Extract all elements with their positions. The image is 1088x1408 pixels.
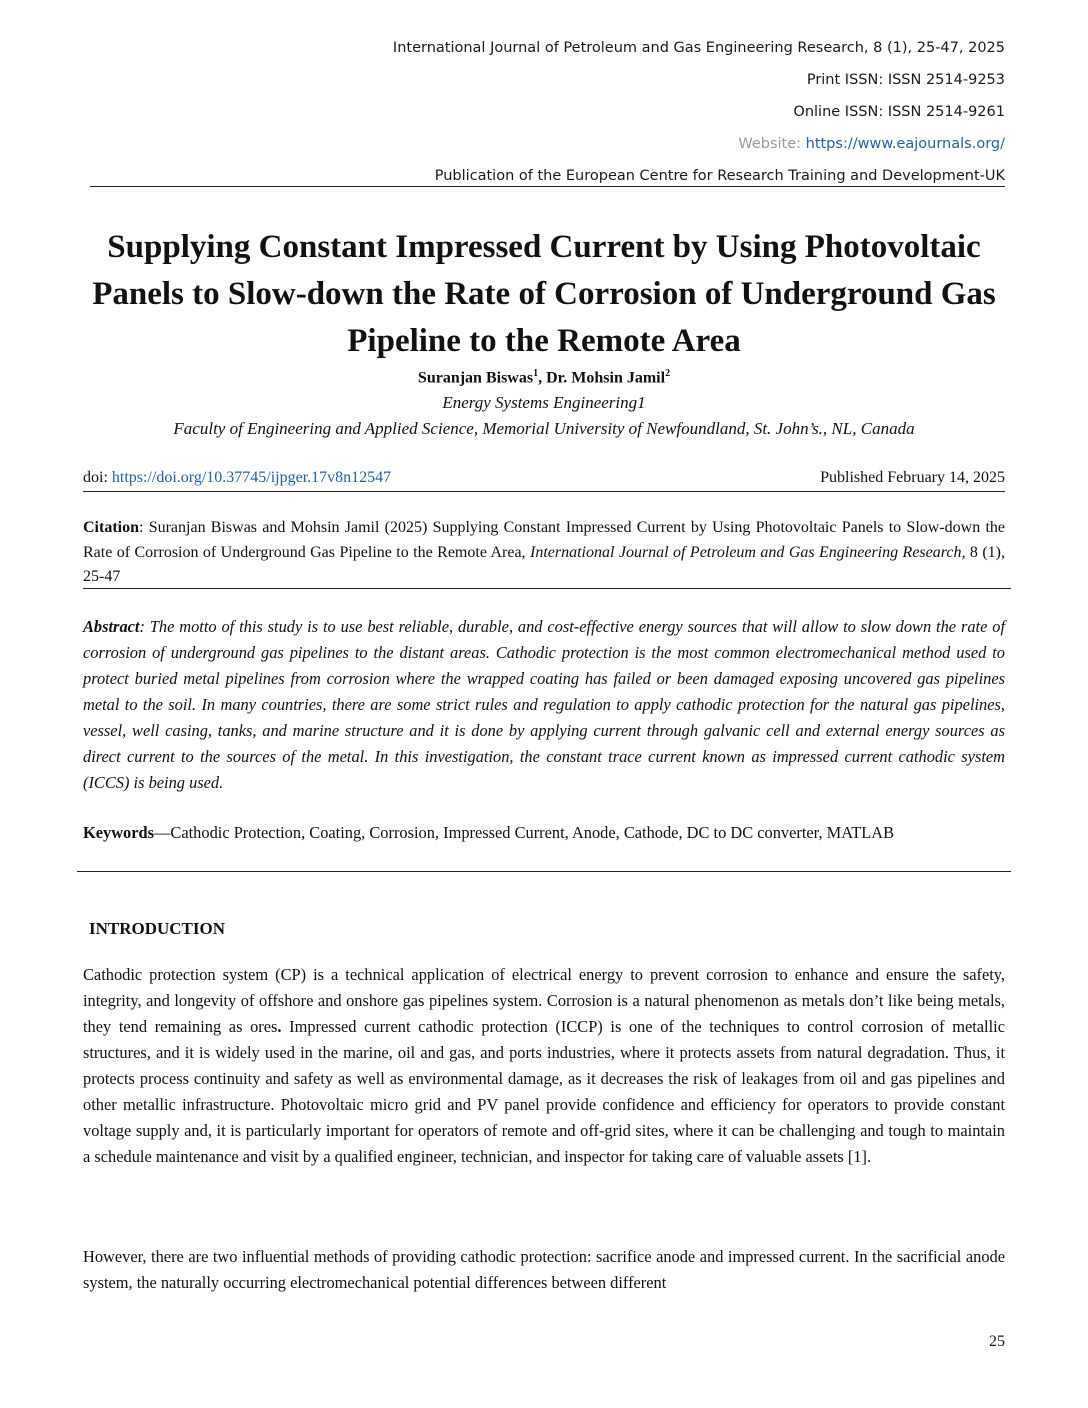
website-link[interactable]: https://www.eajournals.org/ bbox=[805, 136, 1005, 152]
doi bbox=[83, 469, 391, 487]
abstract bbox=[83, 614, 1005, 796]
abstract-label: Abstract bbox=[83, 617, 140, 636]
website-label: Website: bbox=[738, 136, 806, 152]
doi-row bbox=[83, 469, 1005, 492]
introduction-paragraph-1 bbox=[83, 962, 1005, 1170]
keywords-text: —Cathodic Protection, Coating, Corrosion, Impressed Current, Anode, Cathode, DC to DC converter, MATLAB bbox=[154, 823, 895, 842]
paper-title: Supplying Constant Impressed Current by Using Photovoltaic Panels to Slow-down the Rate of Corrosion of Underground Gas Pipeline to the Remote Area bbox=[92, 229, 996, 359]
page-number: 25 bbox=[989, 1333, 1005, 1350]
citation-journal: International Journal of Petroleum and Gas Engineering Research, bbox=[529, 543, 966, 561]
citation-text: : Suranjan Biswas and Mohsin Jamil (2025) Supplying Constant Impressed Current by Using Photovoltaic Panels to Slow-down the Rate of Corrosion of Underground Gas Pipeline to the Remote Area, bbox=[83, 519, 1005, 561]
affiliation-2: Faculty of Engineering and Applied Science, Memorial University of Newfoundland, St. John’s., NL, Canada bbox=[173, 419, 915, 438]
author-2-affil-mark: 2 bbox=[665, 368, 671, 379]
keywords bbox=[83, 820, 1005, 846]
citation-label: Citation bbox=[83, 519, 139, 536]
introduction-paragraph-2: However, there are two influential methods of providing cathodic protection: sacrifice anode and impressed current. In the sacrificial anode system, the naturally occurring electromechanical potential differences between different bbox=[83, 1247, 1005, 1292]
author-separator: , bbox=[538, 369, 547, 387]
abstract-text: : The motto of this study is to use best reliable, durable, and cost-effective energy sources that will allow to slow down the rate of corrosion of underground gas pipelines to the distant areas. Cathodic protection is the most common electromechanical method used to protect buried metal pipelines from corrosion where the wrapped coating has failed or been damaged exposing uncovered gas pipelines metal to the soil. In many countries, there are some strict rules and regulation to apply cathodic protection for the natural gas pipelines, vessel, well casing, tanks, and marine structure and it is done by applying current through galvanic cell and external energy sources as direct current to the sources of the metal. In this investigation, the constant trace current known as impressed current cathodic system (ICCS) is being used. bbox=[83, 617, 1005, 792]
author-1: Suranjan Biswas bbox=[417, 369, 534, 387]
intro-p1-part1: Cathodic protection system (CP) is a technical application of electrical energy to prevent corrosion to enhance and ensure the safety, integrity, and longevity of offshore and onshore gas pipelines system. Corrosion is a natural phenomenon as metals don’t like being metals, they tend remaining as ores bbox=[83, 965, 1005, 1036]
intro-p1-part2: Impressed current cathodic protection (ICCP) is one of the techniques to control corrosion of metallic structures, and it is widely used in the marine, oil and gas, and ports industries, where it protects assets from natural degradation. Thus, it protects process continuity and safety as well as environmental damage, as it decreases the risk of leakages from oil and gas pipelines and other metallic infrastructure. Photovoltaic micro grid and PV panel provide confidence and efficiency for operators to provide constant voltage supply and, it is particularly important for operators of remote and off-grid sites, where it can be challenging and tough to maintain a schedule maintenance and visit by a qualified engineer, technician, and inspector for taking care of valuable assets [1]. bbox=[83, 1017, 1005, 1166]
website-line bbox=[738, 136, 1005, 152]
doi-link[interactable]: https://doi.org/10.37745/ijpger.17v8n12547 bbox=[111, 469, 392, 486]
online-issn: Online ISSN: ISSN 2514-9261 bbox=[793, 104, 1005, 120]
keywords-label: Keywords bbox=[83, 823, 155, 842]
author-1-affil-mark: 1 bbox=[533, 368, 539, 379]
published-date: Published February 14, 2025 bbox=[820, 469, 1005, 486]
journal-header: International Journal of Petroleum and Gas Engineering Research, 8 (1), 25-47, 2025 bbox=[392, 40, 1005, 56]
authors-line bbox=[0, 368, 1088, 387]
print-issn: Print ISSN: ISSN 2514-9253 bbox=[806, 72, 1005, 88]
doi-label: doi: bbox=[83, 469, 112, 486]
section-heading-introduction: INTRODUCTION bbox=[89, 919, 226, 938]
intro-p1-bold-period: . bbox=[277, 1017, 282, 1036]
citation-volume: 8 (1), 25-47 bbox=[83, 543, 1006, 585]
header-divider bbox=[90, 186, 1005, 187]
publisher-line: Publication of the European Centre for Research Training and Development-UK bbox=[434, 168, 1005, 184]
citation bbox=[83, 516, 1005, 590]
citation-divider bbox=[83, 588, 1011, 589]
author-2: Dr. Mohsin Jamil bbox=[546, 369, 666, 387]
affiliation-1: Energy Systems Engineering1 bbox=[442, 393, 646, 412]
keywords-divider bbox=[77, 871, 1011, 872]
